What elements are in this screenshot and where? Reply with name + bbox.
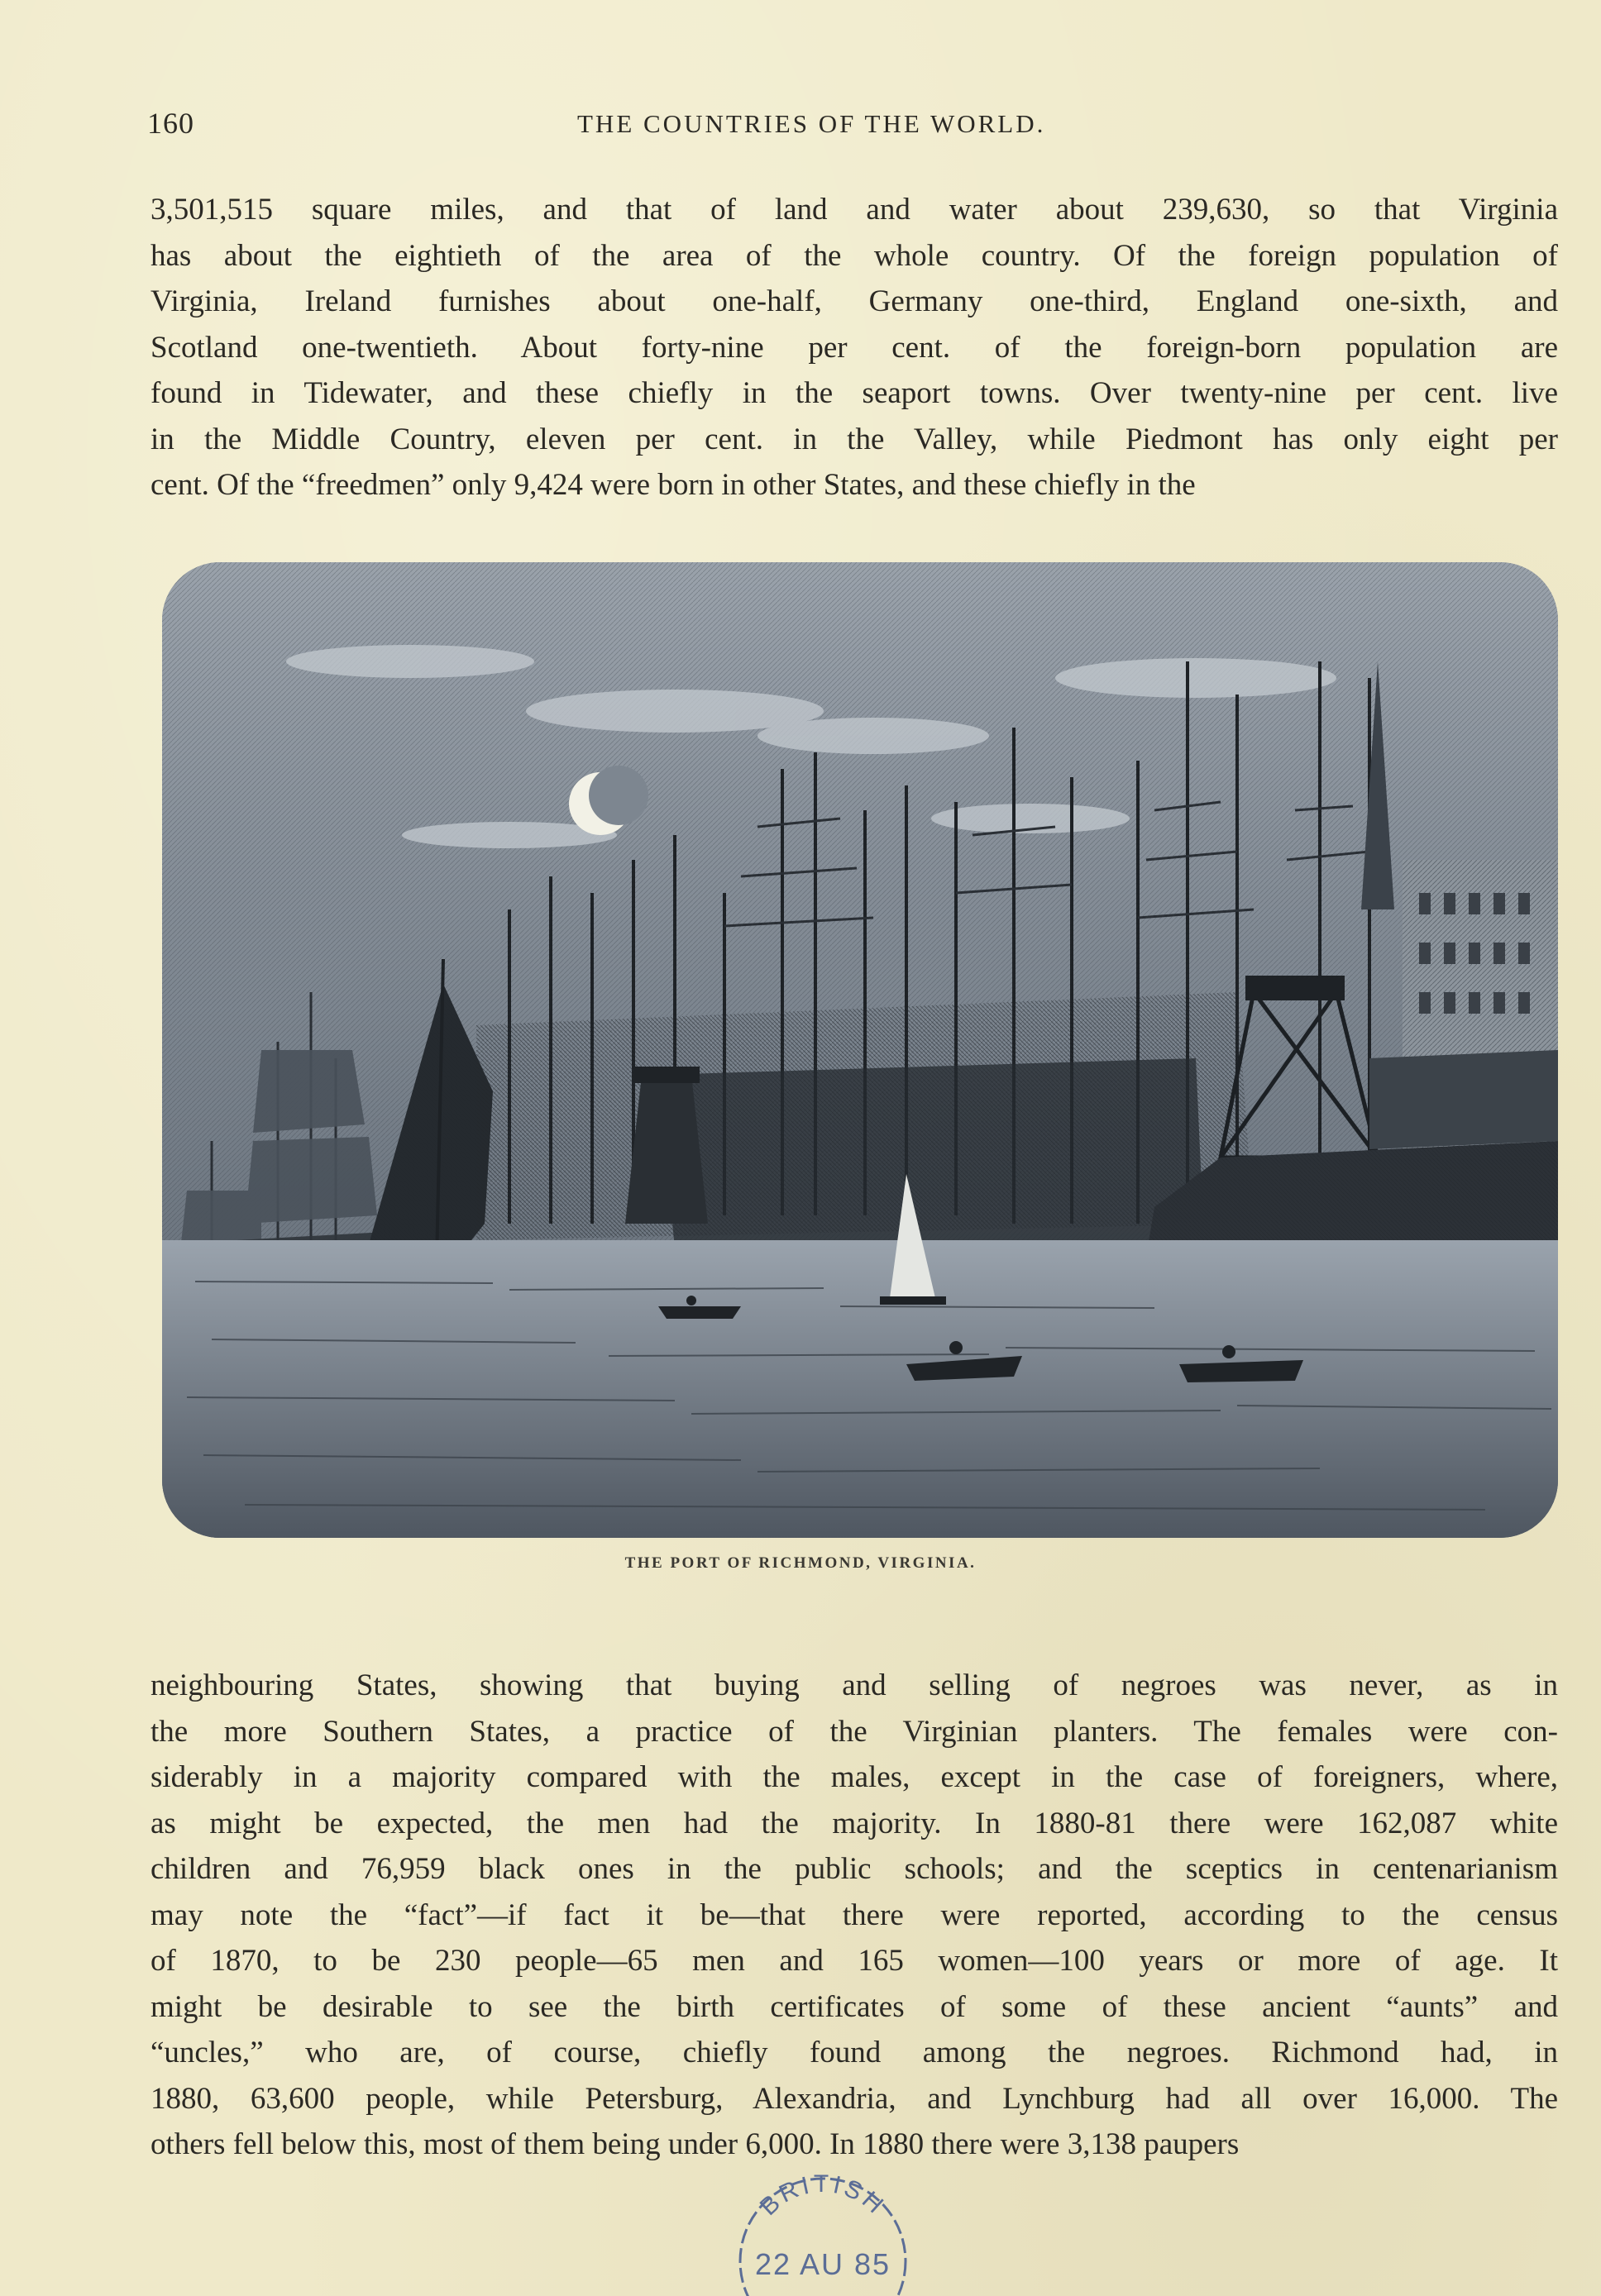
svg-text:BRITISH bbox=[755, 2170, 891, 2221]
text-line: has about the eightieth of the area of the whole country. Of the foreign population of bbox=[151, 238, 1558, 273]
text-line: others fell below this, most of them being under 6,000. In 1880 there were 3,138 paupers bbox=[151, 2127, 1240, 2161]
paragraph-bottom bbox=[151, 1663, 1558, 2168]
text-line: 1880, 63,600 people, while Petersburg, Alexandria, and Lynchburg had all over 16,000. The bbox=[151, 2081, 1558, 2116]
figure-caption: THE PORT OF RICHMOND, VIRGINIA. bbox=[624, 1554, 977, 1572]
text-line: found in Tidewater, and these chiefly in the seaport towns. Over twenty-nine per cent. live bbox=[151, 376, 1558, 410]
text-line: as might be expected, the men had the majority. In 1880-81 there were 162,087 white bbox=[151, 1806, 1558, 1840]
text-line: cent. Of the “freedmen” only 9,424 were born in other States, and these chiefly in the bbox=[151, 468, 1196, 502]
text-line: might be desirable to see the birth certificates of some of these ancient “aunts” and bbox=[151, 1989, 1558, 2024]
text-line: may note the “fact”—if fact it be—that there were reported, according to the census bbox=[151, 1897, 1558, 1932]
page-header bbox=[147, 106, 1404, 155]
library-stamp bbox=[728, 2166, 918, 2296]
text-line: children and 76,959 black ones in the public schools; and the sceptics in centenarianism bbox=[151, 1852, 1558, 1886]
text-line: “uncles,” who are, of course, chiefly found among the negroes. Richmond had, in bbox=[151, 2036, 1558, 2069]
text-line: neighbouring States, showing that buying and selling of negroes was never, as in bbox=[151, 1668, 1558, 1702]
river-water bbox=[162, 1240, 1558, 1538]
engraving-port-of-richmond bbox=[162, 562, 1558, 1538]
text-line: Scotland one-twentieth. About forty-nine per cent. of the foreign-born population are bbox=[151, 330, 1558, 365]
text-line: 3,501,515 square miles, and that of land and water about 239,630, so that Virginia bbox=[151, 193, 1558, 227]
running-head: THE COUNTRIES OF THE WORLD. bbox=[577, 109, 1046, 138]
text-line: Virginia, Ireland furnishes about one-half, Germany one-third, England one-sixth, and bbox=[151, 284, 1558, 318]
text-line: the more Southern States, a practice of the Virginian planters. The females were con- bbox=[151, 1714, 1558, 1749]
stamp-top-text: BRITISH bbox=[754, 2170, 891, 2222]
text-line: in the Middle Country, eleven per cent. in the Valley, while Piedmont has only eight per bbox=[151, 422, 1558, 456]
page-number: 160 bbox=[147, 107, 194, 140]
stamp-date: 22 AU 85 bbox=[754, 2247, 891, 2281]
paragraph-top bbox=[151, 187, 1558, 508]
text-line: siderably in a majority compared with the males, except in the case of foreigners, where, bbox=[151, 1760, 1558, 1794]
text-line: of 1870, to be 230 people—65 men and 165 women—100 years or more of age. It bbox=[151, 1944, 1558, 1978]
